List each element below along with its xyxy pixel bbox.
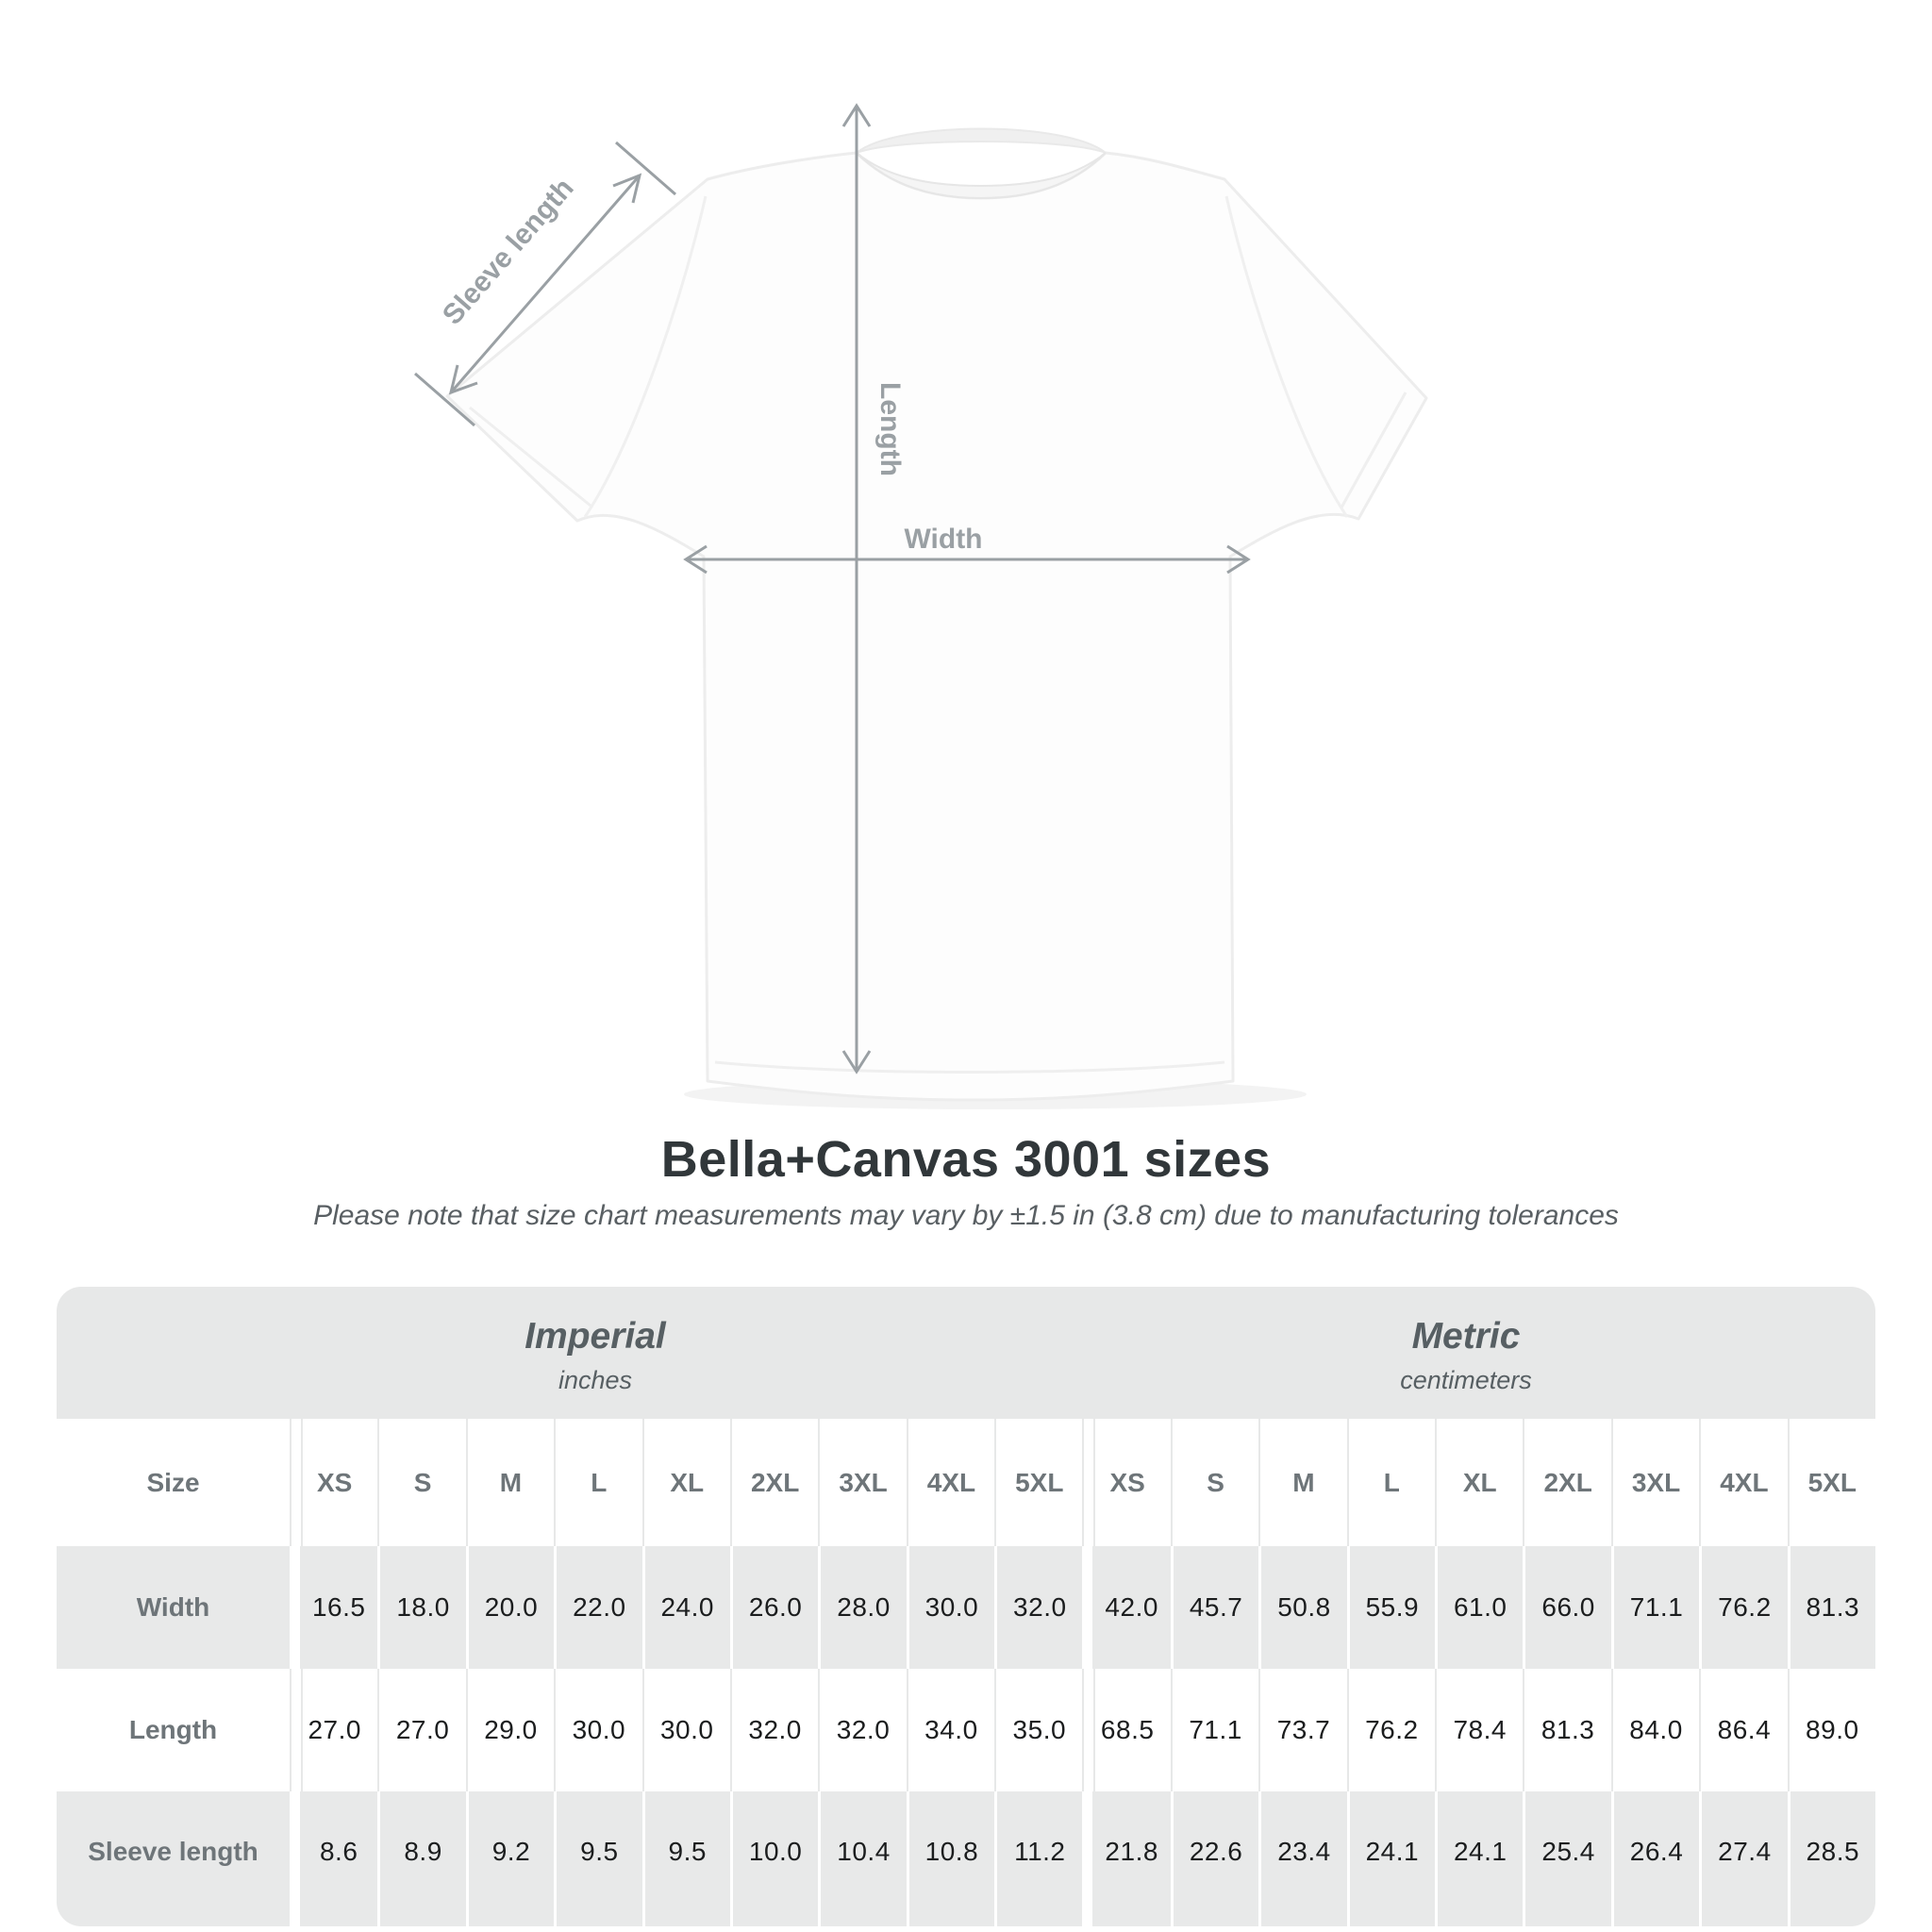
- sleeve-4xl-cm: 27.4: [1699, 1791, 1787, 1926]
- width-3xl-cm: 71.1: [1611, 1546, 1699, 1669]
- width-5xl-cm: 81.3: [1788, 1546, 1875, 1669]
- sleeve-m-cm: 23.4: [1258, 1791, 1346, 1926]
- sleeve-3xl-cm: 26.4: [1611, 1791, 1699, 1926]
- size-2xl-imperial: 2XL: [730, 1419, 818, 1546]
- width-xl-cm: 61.0: [1435, 1546, 1523, 1669]
- width-row: [57, 1546, 1875, 1669]
- width-m-cm: 50.8: [1258, 1546, 1346, 1669]
- size-l-imperial: L: [554, 1419, 641, 1546]
- tshirt-body: [447, 153, 1426, 1100]
- sleeve-s-cm: 22.6: [1171, 1791, 1258, 1926]
- size-s-metric: S: [1171, 1419, 1258, 1546]
- size-header-row: [57, 1419, 1875, 1546]
- size-m-imperial: M: [466, 1419, 554, 1546]
- sleeve-s-in: 8.9: [377, 1791, 465, 1926]
- length-3xl-in: 32.0: [818, 1669, 906, 1791]
- tolerance-note: Please note that size chart measurements may vary by ±1.5 in (3.8 cm) due to manufacturing tolerances: [313, 1200, 1619, 1231]
- size-xs-metric: XS: [1082, 1419, 1170, 1546]
- width-4xl-cm: 76.2: [1699, 1546, 1787, 1669]
- sleeve-xl-in: 9.5: [642, 1791, 730, 1926]
- size-xl-metric: XL: [1435, 1419, 1523, 1546]
- size-xl-imperial: XL: [642, 1419, 730, 1546]
- length-row: [57, 1669, 1875, 1791]
- size-3xl-imperial: 3XL: [818, 1419, 906, 1546]
- sleeve-xs-in: 8.6: [290, 1791, 377, 1926]
- sleeve-xs-cm: 21.8: [1082, 1791, 1170, 1926]
- size-table: [57, 1287, 1875, 1926]
- length-5xl-cm: 89.0: [1788, 1669, 1875, 1791]
- metric-unit: centimeters: [1400, 1366, 1532, 1394]
- size-4xl-imperial: 4XL: [907, 1419, 994, 1546]
- length-xl-in: 30.0: [642, 1669, 730, 1791]
- length-s-cm: 71.1: [1171, 1669, 1258, 1791]
- length-xl-cm: 78.4: [1435, 1669, 1523, 1791]
- size-label: Size: [146, 1467, 200, 1497]
- width-s-in: 18.0: [377, 1546, 465, 1669]
- length-m-in: 29.0: [466, 1669, 554, 1791]
- size-2xl-metric: 2XL: [1523, 1419, 1610, 1546]
- width-5xl-in: 32.0: [994, 1546, 1082, 1669]
- width-xl-in: 24.0: [642, 1546, 730, 1669]
- length-3xl-cm: 84.0: [1611, 1669, 1699, 1791]
- size-5xl-metric: 5XL: [1788, 1419, 1875, 1546]
- width-label: Width: [904, 524, 983, 555]
- width-row-label: Width: [136, 1592, 210, 1622]
- sleeve-l-in: 9.5: [554, 1791, 641, 1926]
- sleeve-end-tick-top: [616, 142, 675, 194]
- length-2xl-cm: 81.3: [1523, 1669, 1610, 1791]
- width-2xl-cm: 66.0: [1523, 1546, 1610, 1669]
- length-4xl-in: 34.0: [907, 1669, 994, 1791]
- size-m-metric: M: [1258, 1419, 1346, 1546]
- sleeve-row-label: Sleeve length: [88, 1836, 258, 1866]
- width-2xl-in: 26.0: [730, 1546, 818, 1669]
- length-5xl-in: 35.0: [994, 1669, 1082, 1791]
- length-row-label: Length: [128, 1715, 218, 1744]
- sleeve-m-in: 9.2: [466, 1791, 554, 1926]
- sleeve-xl-cm: 24.1: [1435, 1791, 1523, 1926]
- sleeve-5xl-in: 11.2: [994, 1791, 1082, 1926]
- size-l-metric: L: [1347, 1419, 1435, 1546]
- sleeve-2xl-cm: 25.4: [1523, 1791, 1610, 1926]
- length-l-in: 30.0: [554, 1669, 641, 1791]
- sleeve-4xl-in: 10.8: [907, 1791, 994, 1926]
- width-4xl-in: 30.0: [907, 1546, 994, 1669]
- sleeve-l-cm: 24.1: [1347, 1791, 1435, 1926]
- width-3xl-in: 28.0: [818, 1546, 906, 1669]
- size-s-imperial: S: [377, 1419, 465, 1546]
- sleeve-length-row: [57, 1791, 1875, 1926]
- collar-back: [857, 129, 1106, 154]
- size-xs-imperial: XS: [290, 1419, 377, 1546]
- width-xs-cm: 42.0: [1082, 1546, 1170, 1669]
- sleeve-2xl-in: 10.0: [730, 1791, 818, 1926]
- length-4xl-cm: 86.4: [1699, 1669, 1787, 1791]
- imperial-name: Imperial: [525, 1316, 666, 1357]
- imperial-header: [57, 1287, 1081, 1419]
- width-m-in: 20.0: [466, 1546, 554, 1669]
- width-s-cm: 45.7: [1171, 1546, 1258, 1669]
- sleeve-length-label: Sleeve length: [436, 172, 580, 331]
- length-2xl-in: 32.0: [730, 1669, 818, 1791]
- width-l-cm: 55.9: [1347, 1546, 1435, 1669]
- unit-header-band: [57, 1287, 1875, 1419]
- sleeve-5xl-cm: 28.5: [1788, 1791, 1875, 1926]
- size-4xl-metric: 4XL: [1699, 1419, 1787, 1546]
- width-l-in: 22.0: [554, 1546, 641, 1669]
- size-3xl-metric: 3XL: [1611, 1419, 1699, 1546]
- sleeve-3xl-in: 10.4: [818, 1791, 906, 1926]
- length-xs-cm: 68.5: [1082, 1669, 1170, 1791]
- width-xs-in: 16.5: [290, 1546, 377, 1669]
- length-xs-in: 27.0: [290, 1669, 377, 1791]
- page-title: Bella+Canvas 3001 sizes: [660, 1131, 1272, 1188]
- imperial-unit: inches: [558, 1366, 633, 1394]
- length-label: Length: [874, 382, 906, 476]
- length-s-in: 27.0: [377, 1669, 465, 1791]
- size-5xl-imperial: 5XL: [994, 1419, 1082, 1546]
- metric-name: Metric: [1411, 1316, 1521, 1357]
- length-m-cm: 73.7: [1258, 1669, 1346, 1791]
- length-l-cm: 76.2: [1347, 1669, 1435, 1791]
- metric-header: [1081, 1287, 1875, 1419]
